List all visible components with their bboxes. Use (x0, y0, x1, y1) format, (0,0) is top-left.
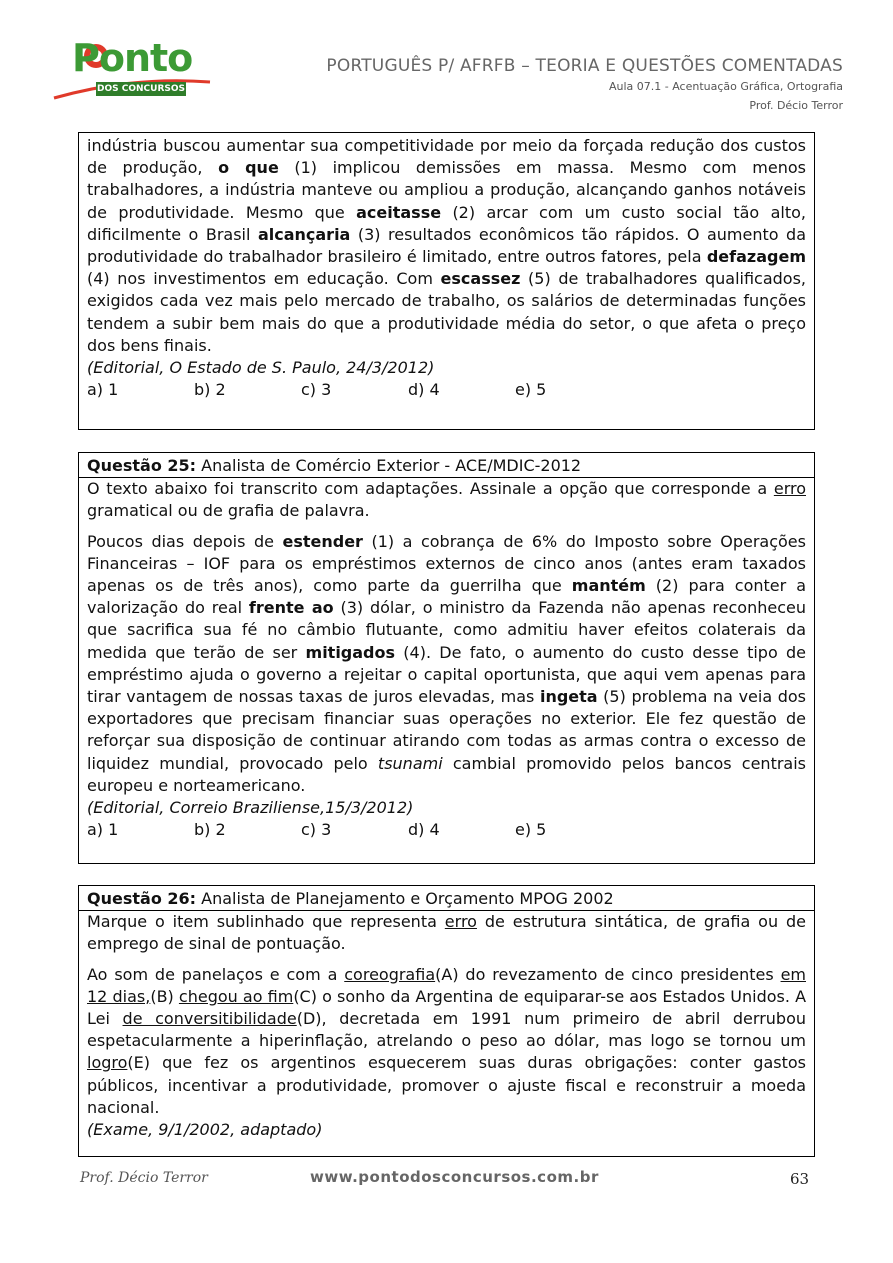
option-e[interactable]: e) 5 (515, 820, 547, 840)
logo-wordmark: Ponto (72, 36, 193, 80)
question-26-title: Questão 26: Analista de Planejamento e Orçamento MPOG 2002 (79, 888, 814, 911)
underlined-item-d: de conversitibilidade (122, 1009, 297, 1029)
question-25-box (78, 452, 815, 864)
underlined-item-b: em 12 dias, (87, 964, 806, 1006)
question-26-source: (Exame, 9/1/2002, adaptado) (87, 1120, 323, 1140)
question-24-source: (Editorial, O Estado de S. Paulo, 24/3/2012) (87, 358, 435, 378)
option-e[interactable]: e) 5 (515, 380, 547, 400)
option-b[interactable]: b) 2 (194, 820, 226, 840)
page-header (0, 0, 893, 130)
question-25-title: Questão 25: Analista de Comércio Exterior - ACE/MDIC-2012 (79, 455, 814, 478)
question-24-options (87, 379, 806, 401)
option-a[interactable]: a) 1 (87, 820, 119, 840)
question-25-options (87, 819, 806, 841)
professor-name: Prof. Décio Terror (749, 99, 843, 112)
option-b[interactable]: b) 2 (194, 380, 226, 400)
question-26-box (78, 885, 815, 1157)
question-24-text: indústria buscou aumentar sua competitividade por meio da forçada redução dos custos de produção, o que (1) implicou demissões em massa. Mesmo com menos trabalhadores, a indústria manteve ou ampliou a produção, alcançando ganhos notáveis de produtividade. Mesmo que aceitasse (2) arcar com um custo social tão alto, dificilmente o Brasil alcançaria (3) resultados econômicos tão rápidos. O aumento da produtividade do trabalhador brasileiro é limitado, entre outros fatores, pela defazagem (4) nos investimentos em educação. Com escassez (5) de trabalhadores qualificados, exigidos cada vez mais pelo mercado de trabalho, os salários de determinadas funções tendem a subir bem mais do que a produtividade média do setor, o que afeta o preço dos bens finais. (87, 136, 807, 355)
question-24-box (78, 132, 815, 430)
course-title: PORTUGUÊS P/ AFRFB – TEORIA E QUESTÕES COMENTADAS (326, 56, 843, 76)
page-number: 63 (790, 1170, 810, 1188)
question-25-source: (Editorial, Correio Braziliense,15/3/2012) (87, 798, 414, 818)
underlined-item-c: chegou ao fim (178, 986, 294, 1006)
page-footer (0, 1168, 893, 1198)
question-26-text: Ao som de panelaços e com a coreografia(A) do revezamento de cinco presidentes em 12 dias,(B) chegou ao fim(C) o sonho da Argentina de equiparar-se aos Estados Unidos. A Lei de conversitibilidade(D), decretada em 1991 num primeiro de abril derrubou espetacularmente a hiperinflação, atrelando o peso ao dólar, mas logo se tornou um logro(E) que fez os argentinos esquecerem suas duras obrigações: conter gastos públicos, incentivar a produtividade, promover o ajuste fiscal e reconstruir a moeda nacional. (87, 964, 807, 1117)
option-a[interactable]: a) 1 (87, 380, 119, 400)
option-d[interactable]: d) 4 (408, 820, 440, 840)
footer-author: Prof. Décio Terror (80, 1170, 208, 1186)
option-c[interactable]: c) 3 (301, 380, 332, 400)
question-26-instruction: Marque o item sublinhado que representa erro de estrutura sintática, de grafia ou de emprego de sinal de pontuação. (87, 912, 807, 954)
underlined-item-a: coreografia (344, 964, 436, 984)
question-25-instruction: O texto abaixo foi transcrito com adaptações. Assinale a opção que corresponde a erro gramatical ou de grafia de palavra. (87, 479, 806, 521)
ponto-logo (52, 36, 212, 106)
option-c[interactable]: c) 3 (301, 820, 332, 840)
footer-website-link[interactable]: www.pontodosconcursos.com.br (310, 1168, 599, 1186)
question-25-text: Poucos dias depois de estender (1) a cobrança de 6% do Imposto sobre Operações Financeiras – IOF para os empréstimos externos de cinco anos (antes eram taxados apenas os de três anos), como parte da guerrilha que mantém (2) para conter a valorização do real frente ao (3) dólar, o ministro da Fazenda não apenas reconheceu que sacrifica sua fé no câmbio flutuante, como admitiu haver efeitos colaterais da medida que terão de ser mitigados (4). De fato, o aumento do custo desse tipo de empréstimo ajuda o governo a rejeitar o capital oportunista, que aqui vem apenas para tirar vantagem de nossas taxas de juros elevadas, mas ingeta (5) problema na veia dos exportadores que precisam financiar suas operações no exterior. Ele fez questão de reforçar sua disposição de continuar atirando com todas as armas contra o excesso de liquidez mundial, provocado pelo tsunami cambial promovido pelos bancos centrais europeu e norteamericano. (87, 531, 807, 795)
underlined-item-e: logro (87, 1053, 128, 1073)
option-d[interactable]: d) 4 (408, 380, 440, 400)
logo-subtitle: DOS CONCURSOS (97, 84, 185, 94)
lesson-subtitle: Aula 07.1 - Acentuação Gráfica, Ortografia (608, 80, 843, 93)
